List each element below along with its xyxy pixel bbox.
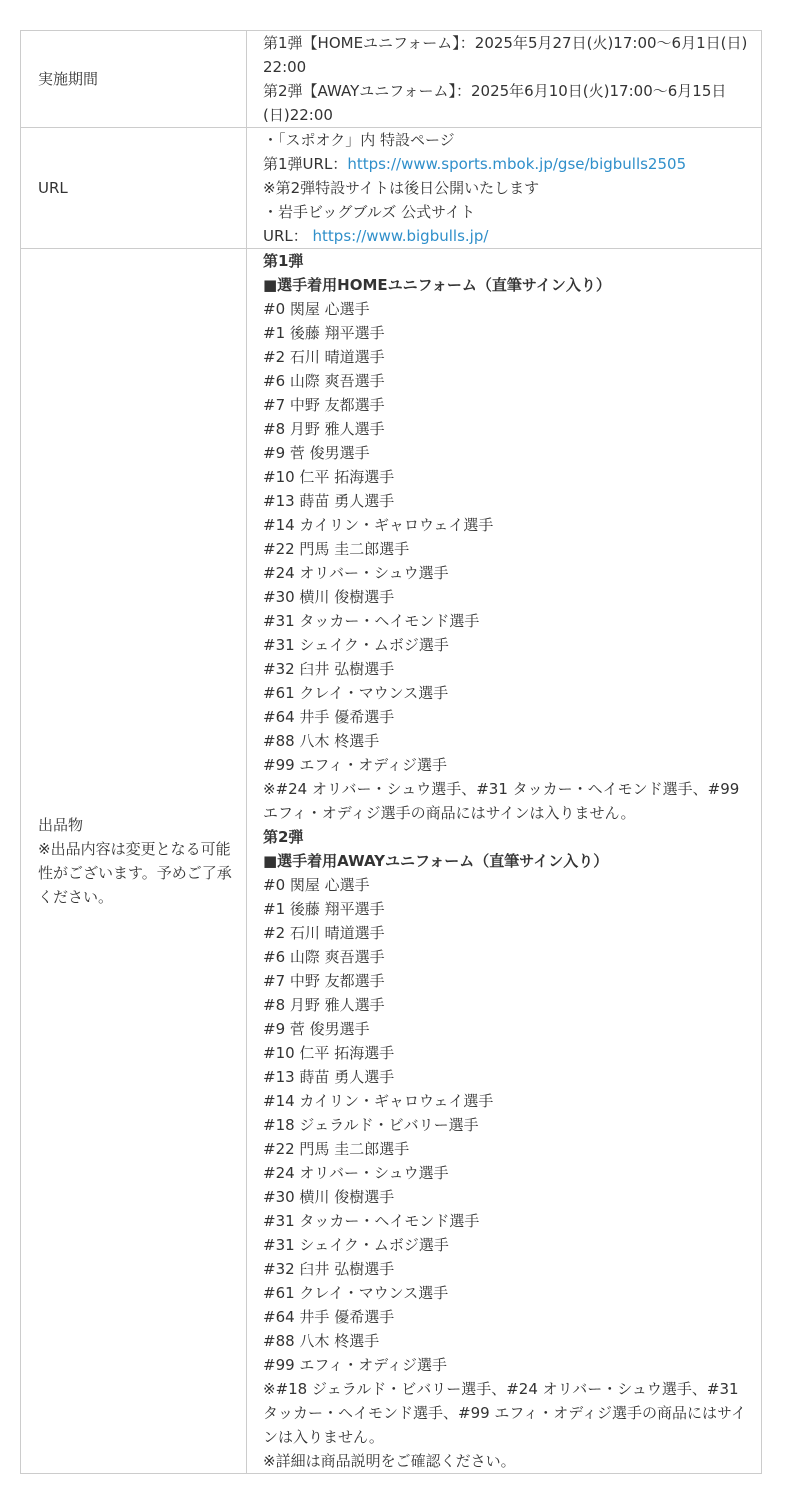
player-list-item: #6 山際 爽吾選手 bbox=[263, 948, 385, 966]
player-list-item: #14 カイリン・ギャロウェイ選手 bbox=[263, 516, 494, 534]
player-list-item: #88 八木 柊選手 bbox=[263, 1332, 380, 1350]
player-list-item: #30 横川 俊樹選手 bbox=[263, 1188, 395, 1206]
first-player-list bbox=[263, 297, 751, 777]
items-label-title: 出品物 bbox=[38, 816, 84, 834]
url-value bbox=[247, 128, 762, 249]
player-list-item: #31 タッカー・ヘイモンド選手 bbox=[263, 612, 480, 630]
player-list-item: #10 仁平 拓海選手 bbox=[263, 1044, 395, 1062]
player-list-item: #24 オリバー・シュウ選手 bbox=[263, 564, 449, 582]
first-note: ※#24 オリバー・シュウ選手、#31 タッカー・ヘイモンド選手、#99 エフィ・オディジ選手の商品にはサインは入りません。 bbox=[263, 780, 740, 822]
player-list-item: #6 山際 爽吾選手 bbox=[263, 372, 385, 390]
special-page-link[interactable]: https://www.sports.mbok.jp/gse/bigbulls2505 bbox=[347, 155, 687, 173]
player-list-item: #10 仁平 拓海選手 bbox=[263, 468, 395, 486]
player-list-item: #31 シェイク・ムボジ選手 bbox=[263, 636, 449, 654]
second-subheading: ■選手着用AWAYユニフォーム（直筆サイン入り） bbox=[263, 852, 609, 870]
player-list-item: #8 月野 雅人選手 bbox=[263, 420, 385, 438]
player-list-item: #0 関屋 心選手 bbox=[263, 876, 370, 894]
url-line-5 bbox=[263, 224, 751, 248]
official-site-link[interactable]: https://www.bigbulls.jp/ bbox=[312, 227, 489, 245]
row-items bbox=[21, 249, 762, 1474]
player-list-item: #64 井手 優希選手 bbox=[263, 1308, 395, 1326]
items-label-note: ※出品内容は変更となる可能性がございます。予めご了承ください。 bbox=[38, 840, 232, 906]
player-list-item: #31 タッカー・ヘイモンド選手 bbox=[263, 1212, 480, 1230]
player-list-item: #22 門馬 圭二郎選手 bbox=[263, 1140, 410, 1158]
player-list-item: #7 中野 友都選手 bbox=[263, 972, 385, 990]
period-value bbox=[247, 31, 762, 128]
second-note: ※#18 ジェラルド・ビバリー選手、#24 オリバー・シュウ選手、#31 タッカー・ヘイモンド選手、#99 エフィ・オディジ選手の商品にはサインは入りません。 bbox=[263, 1380, 746, 1446]
player-list-item: #30 横川 俊樹選手 bbox=[263, 588, 395, 606]
url-line-4: ・岩手ビッグブルズ 公式サイト bbox=[263, 203, 476, 221]
player-list-item: #8 月野 雅人選手 bbox=[263, 996, 385, 1014]
player-list-item: #18 ジェラルド・ビバリー選手 bbox=[263, 1116, 479, 1134]
player-list-item: #9 菅 俊男選手 bbox=[263, 444, 370, 462]
player-list-item: #22 門馬 圭二郎選手 bbox=[263, 540, 410, 558]
player-list-item: #0 関屋 心選手 bbox=[263, 300, 370, 318]
player-list-item: #7 中野 友都選手 bbox=[263, 396, 385, 414]
period-line-1: 第1弾【HOMEユニフォーム】：2025年5月27日(火)17:00〜6月1日(日)22:00 bbox=[263, 34, 748, 76]
player-list-item: #88 八木 柊選手 bbox=[263, 732, 380, 750]
first-subheading: ■選手着用HOMEユニフォーム（直筆サイン入り） bbox=[263, 276, 611, 294]
player-list-item: #64 井手 優希選手 bbox=[263, 708, 395, 726]
url-label: URL bbox=[21, 128, 247, 249]
player-list-item: #31 シェイク・ムボジ選手 bbox=[263, 1236, 449, 1254]
player-list-item: #2 石川 晴道選手 bbox=[263, 924, 385, 942]
url-line-2 bbox=[263, 152, 751, 176]
player-list-item: #9 菅 俊男選手 bbox=[263, 1020, 370, 1038]
info-table-container bbox=[20, 30, 762, 1474]
url-line-5-prefix: URL： bbox=[263, 227, 313, 245]
second-player-list bbox=[263, 873, 751, 1377]
player-list-item: #32 臼井 弘樹選手 bbox=[263, 1260, 395, 1278]
items-value bbox=[247, 249, 762, 1474]
url-line-3: ※第2弾特設サイトは後日公開いたします bbox=[263, 179, 540, 197]
info-table bbox=[20, 30, 762, 1474]
period-label: 実施期間 bbox=[21, 31, 247, 128]
row-url bbox=[21, 128, 762, 249]
second-heading: 第2弾 bbox=[263, 828, 304, 846]
player-list-item: #61 クレイ・マウンス選手 bbox=[263, 1284, 449, 1302]
player-list-item: #13 蒔苗 勇人選手 bbox=[263, 1068, 395, 1086]
player-list-item: #24 オリバー・シュウ選手 bbox=[263, 1164, 449, 1182]
first-heading: 第1弾 bbox=[263, 252, 304, 270]
player-list-item: #1 後藤 翔平選手 bbox=[263, 324, 385, 342]
player-list-item: #2 石川 晴道選手 bbox=[263, 348, 385, 366]
period-line-2: 第2弾【AWAYユニフォーム】：2025年6月10日(火)17:00〜6月15日(日)22:00 bbox=[263, 82, 727, 124]
second-detail-note: ※詳細は商品説明をご確認ください。 bbox=[263, 1452, 516, 1470]
player-list-item: #32 臼井 弘樹選手 bbox=[263, 660, 395, 678]
player-list-item: #61 クレイ・マウンス選手 bbox=[263, 684, 449, 702]
url-line-1: ・「スポオク」内 特設ページ bbox=[263, 131, 455, 149]
row-period bbox=[21, 31, 762, 128]
items-label bbox=[21, 249, 247, 1474]
player-list-item: #99 エフィ・オディジ選手 bbox=[263, 1356, 448, 1374]
url-line-2-prefix: 第1弾URL： bbox=[263, 155, 348, 173]
player-list-item: #99 エフィ・オディジ選手 bbox=[263, 756, 448, 774]
player-list-item: #14 カイリン・ギャロウェイ選手 bbox=[263, 1092, 494, 1110]
player-list-item: #13 蒔苗 勇人選手 bbox=[263, 492, 395, 510]
player-list-item: #1 後藤 翔平選手 bbox=[263, 900, 385, 918]
